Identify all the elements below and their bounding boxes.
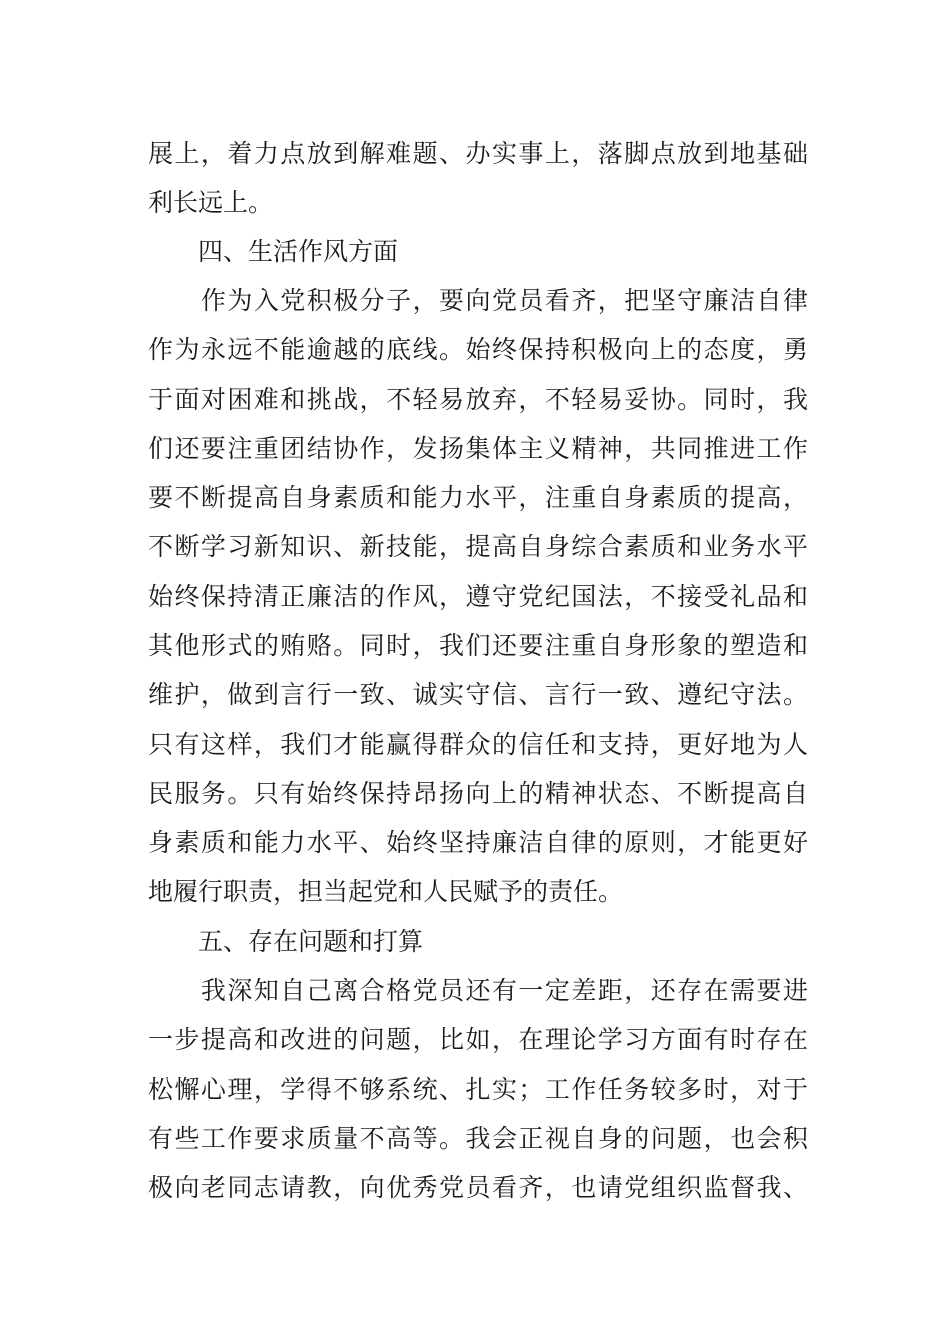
text-line: 于面对困难和挑战，不轻易放弃，不轻易妥协。同时，我 — [148, 385, 808, 414]
text-line: 有些工作要求质量不高等。我会正视自身的问题，也会积 — [148, 1124, 808, 1153]
text-line: 始终保持清正廉洁的作风，遵守党纪国法，不接受礼品和 — [148, 582, 808, 611]
section-heading: 五、存在问题和打算 — [198, 927, 424, 956]
text-line: 一步提高和改进的问题，比如，在理论学习方面有时存在 — [148, 1025, 808, 1054]
text-line: 松懈心理，学得不够系统、扎实；工作任务较多时，对于 — [148, 1075, 808, 1104]
text-line: 展上，着力点放到解难题、办实事上，落脚点放到地基础 — [148, 139, 808, 168]
text-line: 民服务。只有始终保持昂扬向上的精神状态、不断提高自 — [148, 779, 808, 808]
text-line: 们还要注重团结协作，发扬集体主义精神，共同推进工作 — [148, 434, 808, 463]
section-heading: 四、生活作风方面 — [198, 237, 399, 266]
text-line: 利长远上。 — [148, 188, 274, 217]
text-line: 只有这样，我们才能赢得群众的信任和支持，更好地为人 — [148, 730, 808, 759]
text-line: 极向老同志请教，向优秀党员看齐，也请党组织监督我、 — [148, 1173, 808, 1202]
text-line: 作为入党积极分子，要向党员看齐，把坚守廉洁自律 — [148, 286, 808, 315]
text-line: 其他形式的贿赂。同时，我们还要注重自身形象的塑造和 — [148, 631, 808, 660]
text-line: 地履行职责，担当起党和人民赋予的责任。 — [148, 877, 624, 906]
text-line: 我深知自己离合格党员还有一定差距，还存在需要进 — [148, 976, 808, 1005]
text-line: 维护，做到言行一致、诚实守信、言行一致、遵纪守法。 — [148, 680, 808, 709]
text-line: 作为永远不能逾越的底线。始终保持积极向上的态度，勇 — [148, 335, 808, 364]
text-line: 要不断提高自身素质和能力水平，注重自身素质的提高， — [148, 483, 808, 512]
text-line: 身素质和能力水平、始终坚持廉洁自律的原则，才能更好 — [148, 828, 808, 857]
text-line: 不断学习新知识、新技能，提高自身综合素质和业务水平 — [148, 532, 808, 561]
